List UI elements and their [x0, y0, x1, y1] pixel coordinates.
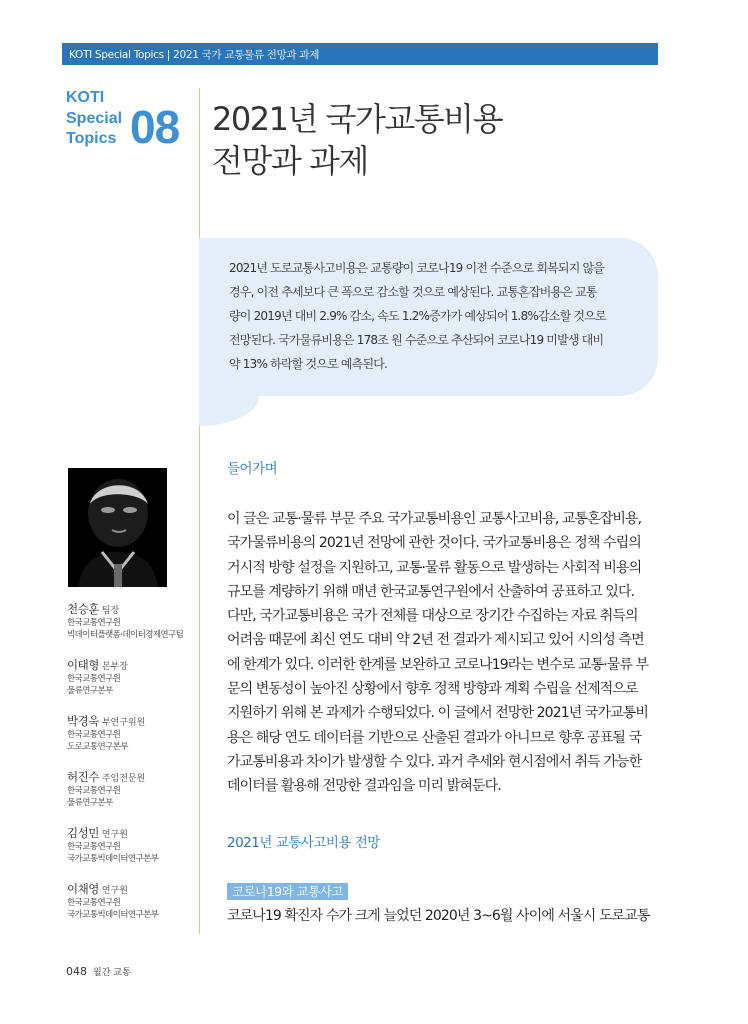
- author-dept: 물류연구본부: [67, 686, 113, 696]
- author-dept: 도로교통연구본부: [67, 742, 128, 752]
- author-role: 연구원: [101, 830, 128, 840]
- author-dept: 국가교통빅데이터연구본부: [67, 910, 159, 920]
- author-list: [67, 598, 197, 921]
- author-role: 팀장: [101, 606, 120, 616]
- body-line: 용은 해당 연도 데이터를 기반으로 산출된 결과가 아니므로 향후 공표될 국: [227, 729, 642, 746]
- body-line: 가교통비용과 차이가 발생할 수 있다. 과거 추세와 현시점에서 취득 가능한: [227, 753, 642, 770]
- summary-line: 량이 2019년 대비 2.9% 감소, 속도 1.2%증가가 예상되어 1.8%감소할 것으로: [229, 309, 606, 323]
- magazine-name: 월간 교통: [93, 968, 131, 978]
- subsection-label: 코로나19와 교통사고: [227, 883, 348, 900]
- body-line: 지원하기 위해 본 과제가 수행되었다. 이 글에서 전망한 2021년 국가교통비: [227, 705, 649, 722]
- author-name: 이태형: [67, 658, 99, 672]
- author-dept: 국가교통빅데이터연구본부: [67, 854, 159, 864]
- author-entry: [67, 598, 197, 641]
- summary-box-tail: [199, 396, 259, 426]
- running-header-text: KOTI Special Topics | 2021 국가 교통물류 전망과 과제: [69, 49, 320, 61]
- author-role: 주임전문원: [101, 774, 146, 784]
- author-entry: [67, 878, 197, 921]
- topic-number: 08: [130, 101, 180, 153]
- summary-line: 약 13% 하락할 것으로 예측된다.: [229, 357, 388, 371]
- body-line: 코로나19 확진자 수가 크게 늘었던 2020년 3~6월 사이에 서울시 도로교통: [227, 908, 650, 924]
- summary-text: [229, 256, 639, 376]
- summary-line: 경우, 이전 추세보다 큰 폭으로 감소할 것으로 예상된다. 교통혼잡비용은 교통: [229, 285, 597, 299]
- author-org: 한국교통연구원: [67, 618, 121, 628]
- author-name: 허진수: [67, 770, 99, 784]
- summary-line: 전망된다. 국가물류비용은 178조 원 수준으로 추산되어 코로나19 미발생 대비: [229, 333, 604, 347]
- author-org: 한국교통연구원: [67, 674, 121, 684]
- page-number: 048: [66, 965, 87, 978]
- intro-body: [227, 507, 659, 799]
- author-photo: [68, 468, 167, 587]
- body-line: 국가물류비용의 2021년 전망에 관한 것이다. 국가교통비용은 정책 수립의: [227, 535, 641, 552]
- title-line-1: 2021년 국가교통비용: [212, 100, 502, 138]
- author-org: 한국교통연구원: [67, 730, 121, 740]
- body-line: 데이터를 활용해 전망한 결과임을 미리 밝혀둔다.: [227, 778, 501, 795]
- article-title: [212, 98, 502, 182]
- author-name: 천승훈: [67, 602, 99, 616]
- author-name: 이채영: [67, 882, 99, 896]
- logo-line-topics: Topics: [66, 130, 117, 147]
- section-heading-accident-cost: 2021년 교통사고비용 전망: [227, 835, 380, 851]
- author-org: 한국교통연구원: [67, 898, 121, 908]
- koti-special-topics-logo: [66, 88, 122, 150]
- author-entry: [67, 654, 197, 697]
- body-line: 에 한계가 있다. 이러한 한계를 보완하고 코로나19라는 변수로 교통·물류 부: [227, 656, 649, 673]
- body-line: 문의 변동성이 높아진 상황에서 향후 정책 방향과 계획 수립을 선제적으로: [227, 681, 638, 698]
- author-role: 부연구위원: [101, 718, 146, 728]
- author-name: 박경욱: [67, 714, 99, 728]
- body-line: 거시적 방향 설정을 지원하고, 교통·물류 활동으로 발생하는 사회적 비용의: [227, 559, 642, 576]
- author-org: 한국교통연구원: [67, 786, 121, 796]
- summary-box: [199, 238, 658, 396]
- title-line-2: 전망과 과제: [212, 142, 368, 180]
- author-role: 본부장: [101, 662, 128, 672]
- intro-heading: 들어가며: [227, 461, 278, 477]
- author-dept: 물류연구본부: [67, 798, 113, 808]
- author-name: 김성민: [67, 826, 99, 840]
- author-photo-image: [68, 468, 167, 587]
- body-line: 다만, 국가교통비용은 국가 전체를 대상으로 장기간 수집하는 자료 취득의: [227, 608, 638, 625]
- logo-line-special: Special: [66, 109, 123, 127]
- author-entry: [67, 822, 197, 865]
- logo-line-koti: KOTI: [66, 89, 105, 106]
- summary-line: 2021년 도로교통사고비용은 교통량이 코로나19 이전 수준으로 회복되지 않을: [229, 261, 605, 275]
- author-role: 연구원: [101, 886, 128, 896]
- page-footer: [66, 965, 131, 978]
- body-line: 이 글은 교통·물류 부문 주요 국가교통비용인 교통사고비용, 교통혼잡비용,: [227, 511, 642, 527]
- author-entry: [67, 766, 197, 809]
- author-entry: [67, 710, 197, 753]
- author-org: 한국교통연구원: [67, 842, 121, 852]
- body-line: 규모를 계량하기 위해 매년 한국교통연구원에서 산출하여 공표하고 있다.: [227, 583, 635, 600]
- author-dept: 빅데이터플랫폼·데이터경제연구팀: [67, 630, 184, 640]
- running-header-bar: [62, 43, 658, 65]
- vertical-divider: [199, 88, 200, 934]
- body-line: 어려움 때문에 최신 연도 대비 약 2년 전 결과가 제시되고 있어 시의성 측면: [227, 632, 644, 649]
